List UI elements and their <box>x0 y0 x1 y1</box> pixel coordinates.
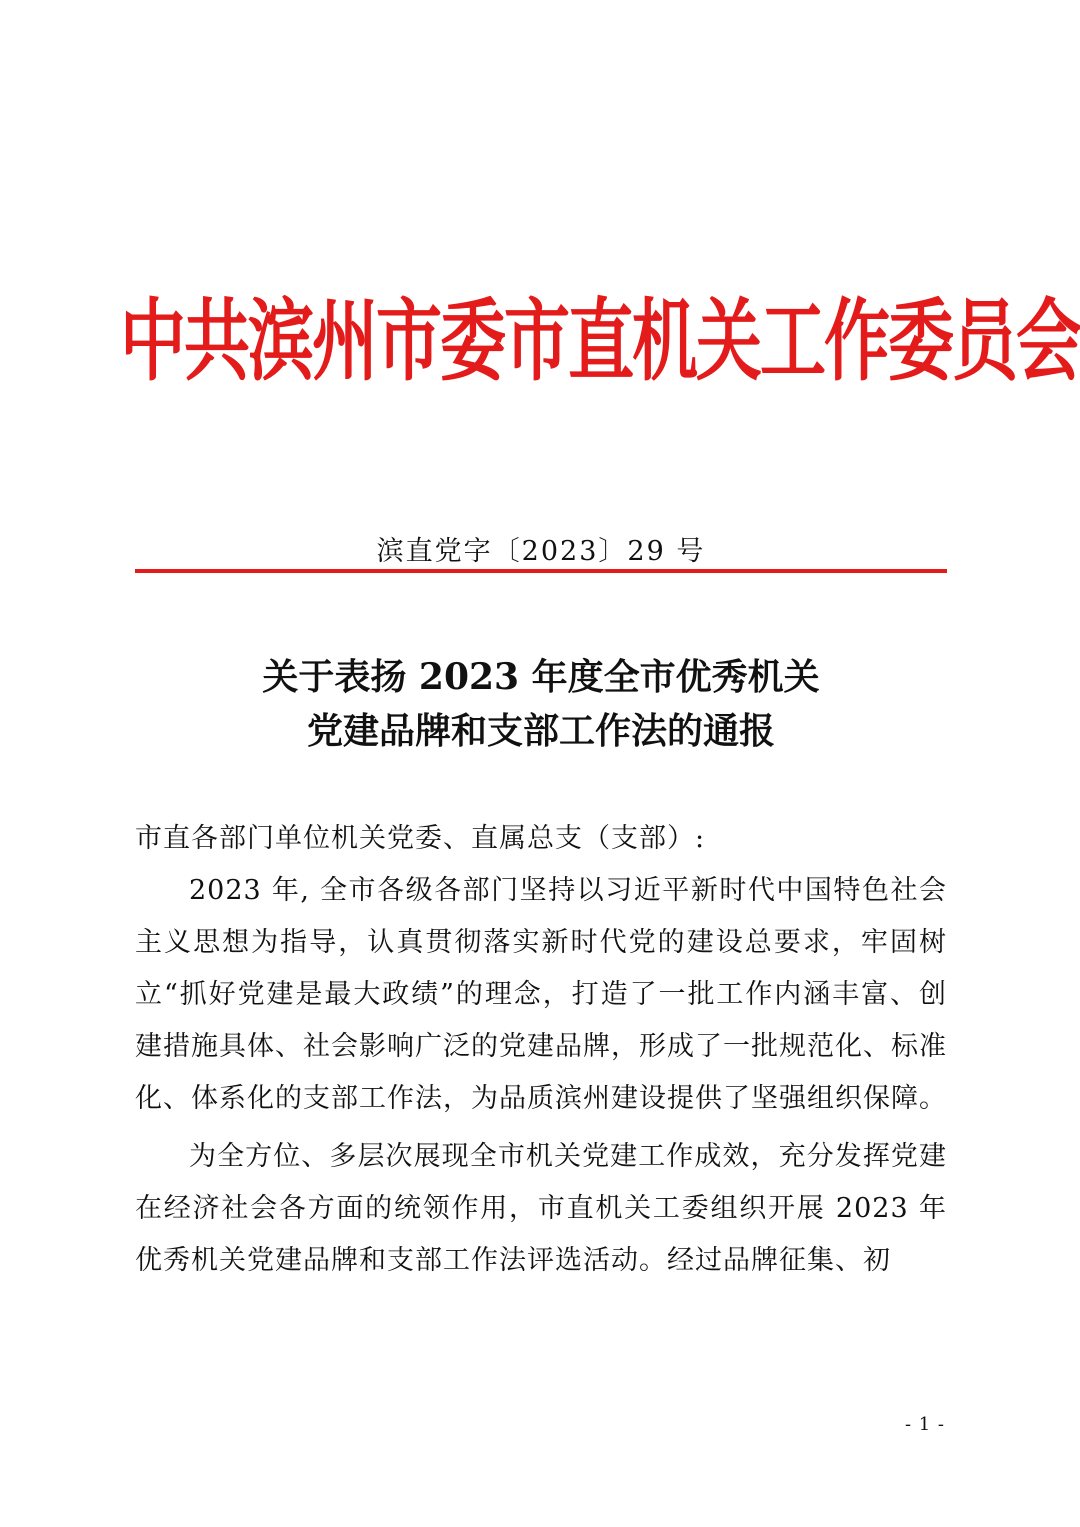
notice-title-line-2: 党建品牌和支部工作法的通报 <box>306 710 775 752</box>
notice-body <box>135 813 947 1287</box>
salutation: 市直各部门单位机关党委、直属总支（支部）: <box>135 823 706 854</box>
notice-title-line-1: 关于表扬 2023 年度全市优秀机关 <box>262 656 820 698</box>
notice-title <box>135 650 947 758</box>
page-number: - 1 - <box>904 1414 945 1435</box>
red-divider-line <box>135 569 947 573</box>
body-paragraph-2: 为全方位、多层次展现全市机关党建工作成效，充分发挥党建在经济社会各方面的统领作用，市直机关工委组织开展 2023 年优秀机关党建品牌和支部工作法评选活动。经过品牌征集、初 <box>135 1141 947 1276</box>
masthead-title: 中共滨州市委市直机关工作委员会 <box>120 289 1080 394</box>
document-number: 滨直党字〔2023〕29 号 <box>376 536 706 567</box>
body-paragraph-1: 2023 年, 全市各级各部门坚持以习近平新时代中国特色社会主义思想为指导，认真贯彻落实新时代党的建设总要求，牢固树立“抓好党建是最大政绩”的理念，打造了一批工作内涵丰富、创建措施具体、社会影响广泛的党建品牌，形成了一批规范化、标准化、体系化的支部工作法，为品质滨州建设提供了坚强组织保障。 <box>135 875 947 1114</box>
